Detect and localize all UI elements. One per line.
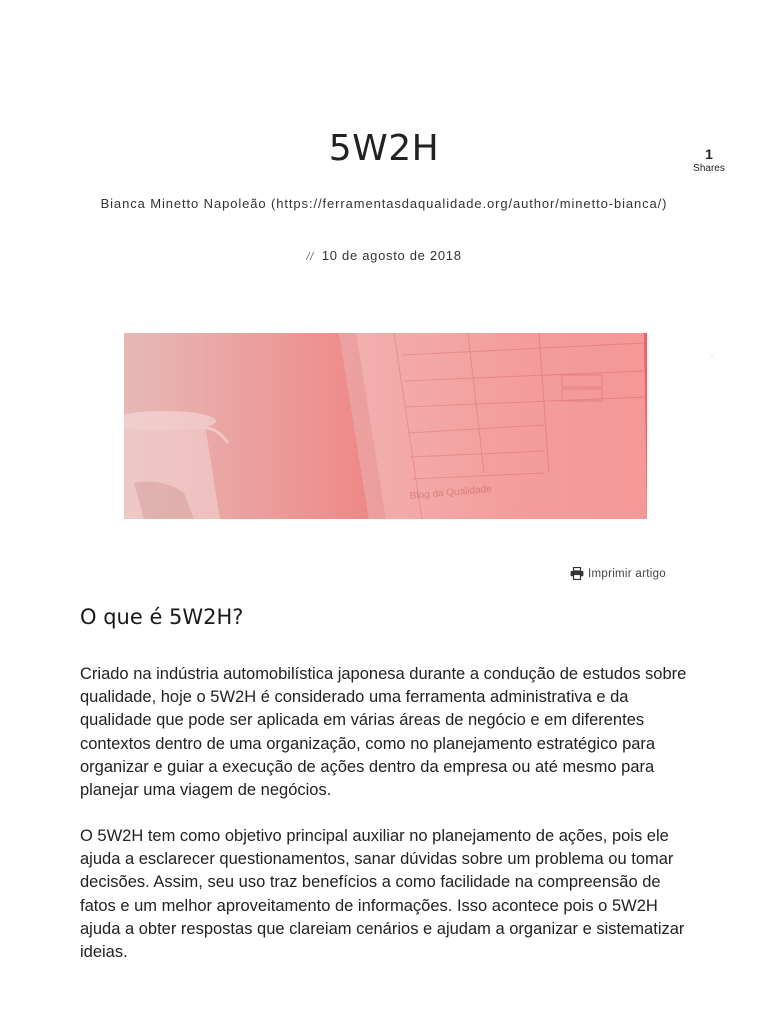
date-text: 10 de agosto de 2018: [321, 248, 462, 263]
paragraph-objective: O 5W2H tem como objetivo principal auxiliar no planejamento de ações, pois ele ajuda a esclarecer questionamentos, sanar dúvidas sobre um problema ou tomar decisões. Assim, seu uso traz benefícios a como facilidade na compreensão de fatos e um melhor aproveitamento de informações. Isso acontece pois o 5W2H ajuda a obter respostas que clareiam cenários e ajudam a organizar e sistematizar ideias.: [80, 827, 685, 962]
share-counter[interactable]: [684, 146, 734, 175]
featured-image: [124, 333, 647, 519]
date-separator: //: [306, 251, 314, 263]
printer-icon: [570, 567, 584, 580]
share-count: 1: [705, 146, 713, 162]
paragraph-intro: Criado na indústria automobilística japonesa durante a condução de estudos sobre qualidade, hoje o 5W2H é considerado uma ferramenta administrativa e da qualidade que pode ser aplicada em várias áreas de negócio e em diferentes contextos dentro de uma organização, como no planejamento estratégico para organizar e guiar a execução de ações dentro da empresa ou até mesmo para planejar uma viagem de negócios.: [80, 665, 687, 800]
section-heading: O que é 5W2H?: [80, 605, 244, 629]
share-label: Shares: [693, 163, 725, 174]
image-watermark: Blog da Qualidade: [409, 483, 493, 502]
article-title: 5W2H: [328, 128, 440, 169]
stray-mark: [711, 355, 713, 356]
author-link[interactable]: Bianca Minetto Napoleão (https://ferramentasdaqualidade.org/author/minetto-bianca/): [100, 196, 668, 211]
print-article-label: Imprimir artigo: [588, 567, 666, 580]
print-article-link[interactable]: [570, 567, 666, 580]
post-date: [0, 248, 768, 263]
featured-image-illustration: [124, 333, 647, 519]
